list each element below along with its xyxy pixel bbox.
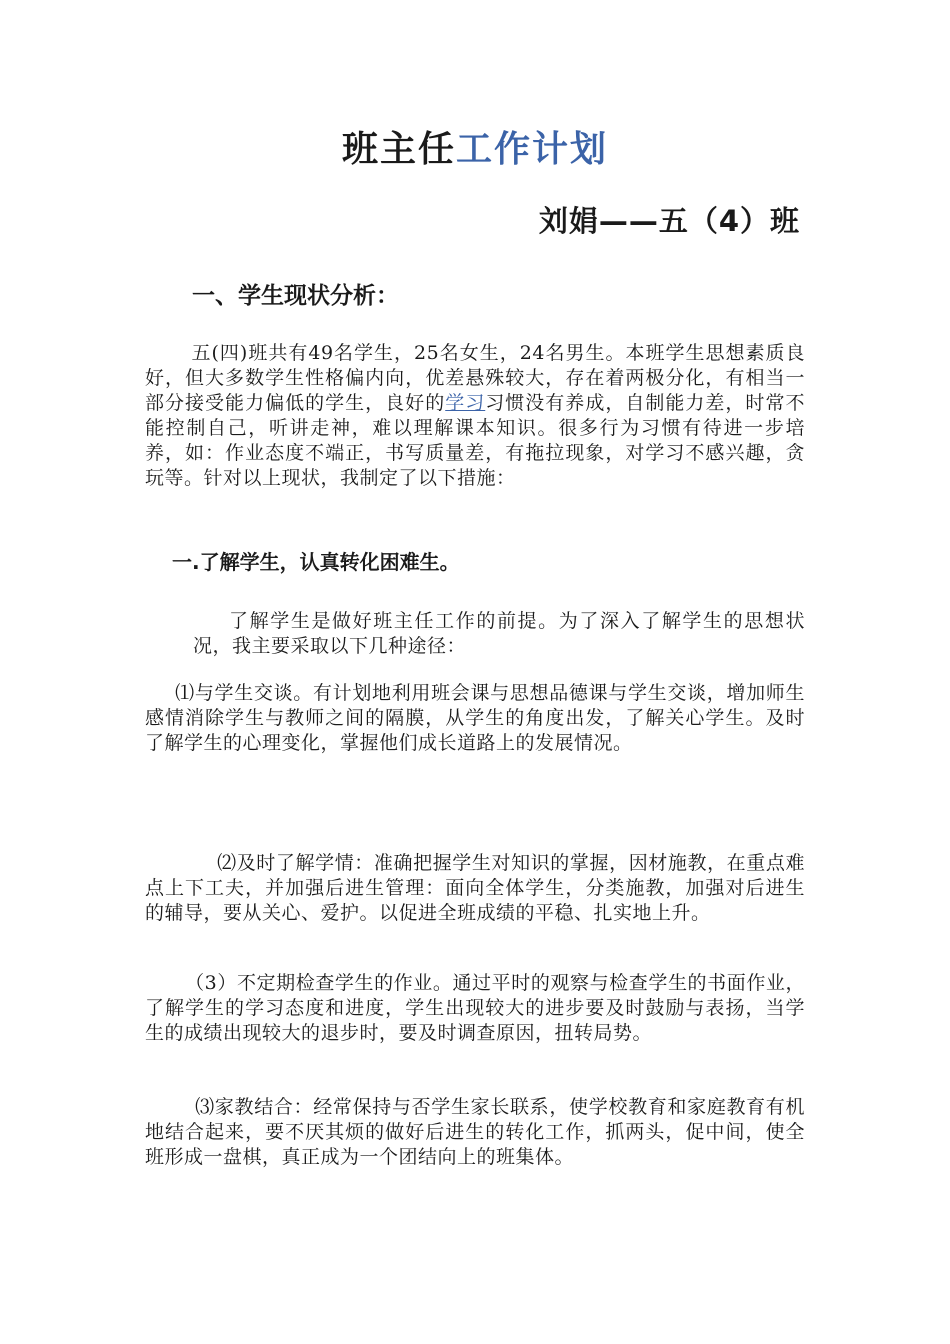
para4-text: ⑵及时了解学情：准确把握学生对知识的掌握，因材施教，在重点难点上下工夫，并加强后进生管理：面向全体学生，分类施教，加强对后进生的辅导，要从关心、爱护。以促进全班成绩的平稳、扎实地上升。 <box>145 852 805 924</box>
paragraph-home-school <box>145 1095 805 1170</box>
title-part-2: 工作计划 <box>456 129 609 170</box>
study-link[interactable]: 学习 <box>445 392 486 414</box>
section-heading-analysis: 一、学生现状分析： <box>192 283 399 309</box>
paragraph-learning-situation <box>145 851 805 926</box>
paragraph-student-status <box>145 341 805 491</box>
section-heading-understand-students: 一.了解学生，认真转化困难生。 <box>172 550 460 574</box>
para5-text: （3）不定期检查学生的作业。通过平时的观察与检查学生的书面作业，了解学生的学习态度和进度，学生出现较大的进步要及时鼓励与表扬，当学生的成绩出现较大的退步时，要及时调查原因，扭转局势。 <box>145 972 805 1044</box>
page-title <box>0 124 950 176</box>
paragraph-talk-with-students <box>145 681 805 756</box>
para6-text: ⑶家教结合：经常保持与否学生家长联系，使学校教育和家庭教育有机地结合起来，要不厌其烦的做好后进生的转化工作，抓两头，促中间，使全班形成一盘棋，真正成为一个团结向上的班集体。 <box>145 1096 805 1168</box>
paragraph-understand-intro: 了解学生是做好班主任工作的前提。为了深入了解学生的思想状况，我主要采取以下几种途径： <box>193 610 805 657</box>
para1-text-b: 习惯没有养成，自制能力差，时常不能控制自己，听讲走神，难以理解课本知识。很多行为习惯有待进一步培养，如：作业态度不端正，书写质量差，有拖拉现象，对学习不感兴趣，贪玩等。针对以上现状，我制定了以下措施： <box>145 392 805 489</box>
para1-text-a: 五(四)班共有49名学生，25名女生，24名男生。本班学生思想素质良好，但大多数学生性格偏内向，优差悬殊较大，存在着两极分化，有相当一部分接受能力偏低的学生，良好的 <box>145 342 805 414</box>
author-class-subtitle: 刘娟——五（4）班 <box>538 204 800 238</box>
paragraph-check-homework <box>145 971 805 1046</box>
para3-text: ⑴与学生交谈。有计划地利用班会课与思想品德课与学生交谈，增加师生感情消除学生与教师之间的隔膜，从学生的角度出发，了解关心学生。及时了解学生的心理变化，掌握他们成长道路上的发展情况。 <box>145 682 805 754</box>
title-part-1: 班主任 <box>341 129 456 170</box>
